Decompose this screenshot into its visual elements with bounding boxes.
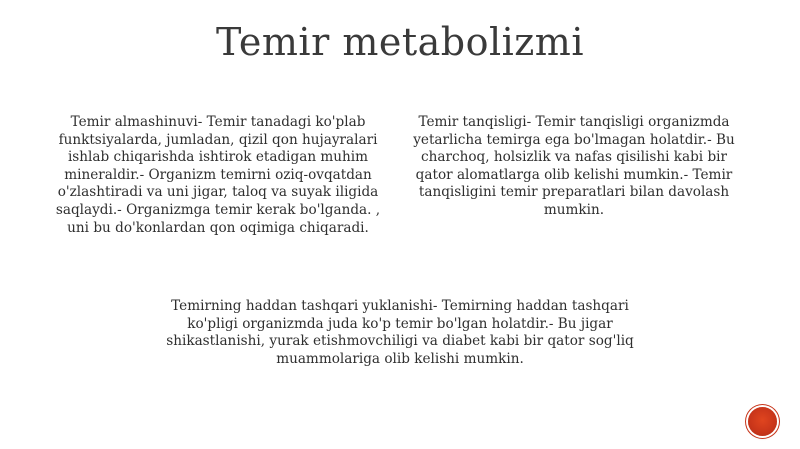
text-block-iron-deficiency: Temir tanqisligi- Temir tanqisligi organizmda yetarlicha temirga ega bo'lmagan holatdir.- Bu charchoq, holsizlik va nafas qisilishi kabi bir qator alomatlarga olib kelishi mumkin.- Temir tanqisligini temir preparatlari bilan davolash mumkin. bbox=[413, 114, 735, 218]
text-block-iron-metabolism: Temir almashinuvi- Temir tanadagi ko'plab funktsiyalarda, jumladan, qizil qon hujayralari ishlab chiqarishda ishtirok etadigan muhim mineraldir.- Organizm temirni oziq-ovqatdan o'zlashtiradi va uni jigar, taloq va suyak iligida saqlaydi.- Organizmga temir kerak bo'lganda. , uni bu do'konlardan qon oqimiga chiqaradi. bbox=[55, 114, 381, 236]
circle-nav-icon[interactable] bbox=[748, 407, 777, 436]
text-block-iron-overload: Temirning haddan tashqari yuklanishi- Temirning haddan tashqari ko'pligi organizmda juda ko'p temir bo'lgan holatdir.- Bu jigar shikastlanishi, yurak etishmovchiligi va diabet kabi bir qator sog'liq muammolariga olib kelishi mumkin. bbox=[166, 298, 634, 367]
slide-title: Temir metabolizmi bbox=[216, 20, 584, 64]
